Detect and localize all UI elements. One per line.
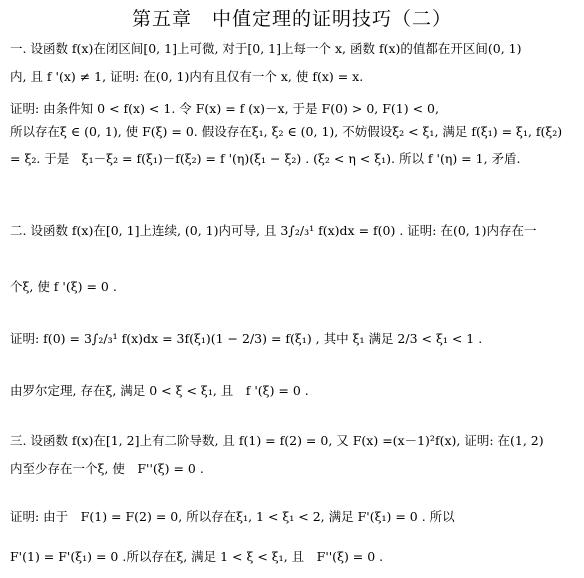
problem-1-proof-line-3: = ξ₂. 于是 ξ₁－ξ₂ = f(ξ₁)－f(ξ₂) = f '(η)(ξ₁ − ξ₂) . (ξ₂ < η < ξ₁). 所以 f '(η) = 1, 矛盾. (10, 151, 521, 166)
problem-2-statement-line-2: 个ξ, 使 f '(ξ) = 0 . (10, 279, 117, 294)
problem-1-statement-line-1: 一. 设函数 f(x)在闭区间[0, 1]上可微, 对于[0, 1]上每一个 x, 函数 f(x)的值都在开区间(0, 1) (10, 41, 522, 56)
problem-1-proof-line-1: 证明: 由条件知 0 < f(x) < 1. 令 F(x) = f (x)－x, 于是 F(0) > 0, F(1) < 0, (10, 101, 439, 116)
problem-2-proof-line-1: 证明: f(0) = 3∫₂/₃¹ f(x)dx = 3f(ξ₁)(1 − 2/3) = f(ξ₁) , 其中 ξ₁ 满足 2/3 < ξ₁ < 1 . (10, 331, 483, 346)
problem-1-proof-line-2: 所以存在ξ ∈ (0, 1), 使 F(ξ) = 0. 假设存在ξ₁, ξ₂ ∈ (0, 1), 不妨假设ξ₂ < ξ₁, 满足 f(ξ₁) = ξ₁, f(ξ₂) (10, 124, 563, 139)
problem-1-statement-line-2: 内, 且 f '(x) ≠ 1, 证明: 在(0, 1)内有且仅有一个 x, 使 f(x) = x. (10, 69, 364, 84)
problem-3-statement-line-2: 内至少存在一个ξ, 使 F''(ξ) = 0 . (10, 461, 204, 476)
problem-3-proof-line-1: 证明: 由于 F(1) = F(2) = 0, 所以存在ξ₁, 1 < ξ₁ < 2, 满足 F'(ξ₁) = 0 . 所以 (10, 509, 455, 524)
problem-2-proof-line-2: 由罗尔定理, 存在ξ, 满足 0 < ξ < ξ₁, 且 f '(ξ) = 0 . (10, 383, 309, 398)
problem-3-proof-line-2: F'(1) = F'(ξ₁) = 0 .所以存在ξ, 满足 1 < ξ < ξ₁, 且 F''(ξ) = 0 . (10, 549, 384, 564)
problem-3-statement-line-1: 三. 设函数 f(x)在[1, 2]上有二阶导数, 且 f(1) = f(2) = 0, 又 F(x) =(x－1)²f(x), 证明: 在(1, 2) (10, 433, 544, 448)
problem-2-statement-line-1: 二. 设函数 f(x)在[0, 1]上连续, (0, 1)内可导, 且 3∫₂/₃¹ f(x)dx = f(0) . 证明: 在(0, 1)内存在一 (10, 223, 537, 238)
chapter-title: 第五章 中值定理的证明技巧（二） (131, 8, 452, 30)
